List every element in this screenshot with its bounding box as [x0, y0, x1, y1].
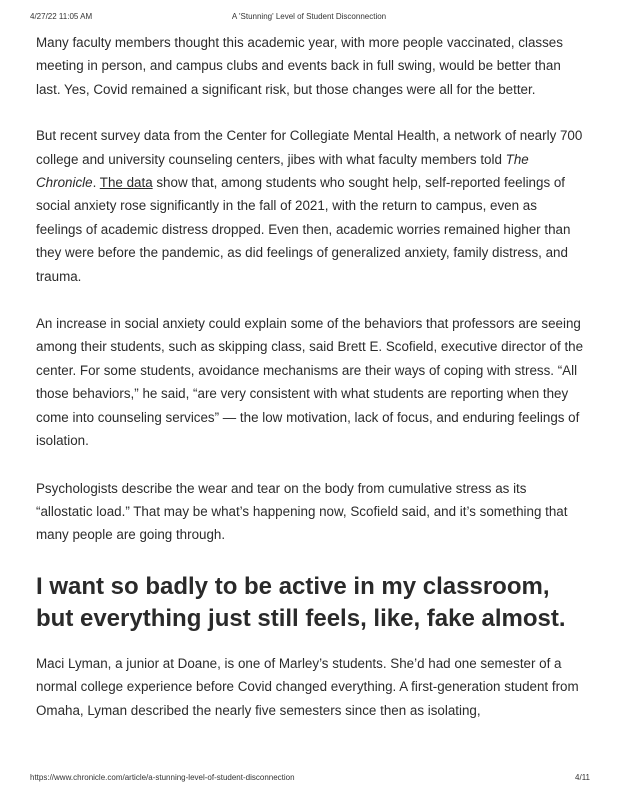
pull-quote: I want so badly to be active in my classroom, but everything just still feels, like, fake almost. — [36, 572, 566, 632]
paragraph-1: Many faculty members thought this academic year, with more people vaccinated, classes meeting in person, and campus clubs and events back in full swing, would be better than last. Yes, Covid remained a significant risk, but those changes were all for the better. — [36, 35, 563, 97]
print-page-title: A 'Stunning' Level of Student Disconnection — [231, 12, 387, 21]
publication-name: The Chronicle — [36, 151, 529, 191]
article-body — [36, 31, 584, 746]
paragraph-5: Maci Lyman, a junior at Doane, is one of Marley’s students. She’d had one semester of a normal college experience before Covid changed everything. A first-generation student from Omaha, Lyman described the nearly five semesters since then as isolating, — [36, 655, 579, 718]
paragraph-2-text-c: show that, among students who sought help, self-reported feelings of social anxiety rose significantly in the fall of 2021, with the return to campus, even as feelings of academic distress dropped. Even then, academic worries remained higher than they were before the pandemic, as did feelings of generalized anxiety, family distress, and trauma. — [36, 175, 571, 284]
paragraph-2-text-a: But recent survey data from the Center for Collegiate Mental Health, a network of nearly 700 college and university counseling centers, jibes with what faculty members told — [36, 128, 583, 167]
page-number: 4/11 — [575, 773, 590, 782]
print-timestamp: 4/27/22 11:05 AM — [30, 12, 93, 21]
print-footer — [0, 773, 618, 785]
article-url: https://www.chronicle.com/article/a-stunning-level-of-student-disconnection — [30, 773, 295, 782]
paragraph-3: An increase in social anxiety could explain some of the behaviors that professors are seeing among their students, such as skipping class, said Brett E. Scofield, executive director of the center. For some students, avoidance mechanisms are their ways of coping with stress. “All those behaviors,” he said, “are very consistent with what students are reporting when they come into counseling services” — the low motivation, lack of focus, and enduring feelings of isolation. — [36, 316, 584, 449]
paragraph-2 — [36, 124, 584, 288]
the-data-link[interactable]: The data — [99, 175, 153, 191]
paragraph-2-text-b: . — [92, 175, 100, 191]
paragraph-4: Psychologists describe the wear and tear on the body from cumulative stress as its “allostatic load.” That may be what’s happening now, Scofield said, and it’s something that many people are going through. — [36, 480, 568, 543]
print-header — [0, 12, 618, 24]
